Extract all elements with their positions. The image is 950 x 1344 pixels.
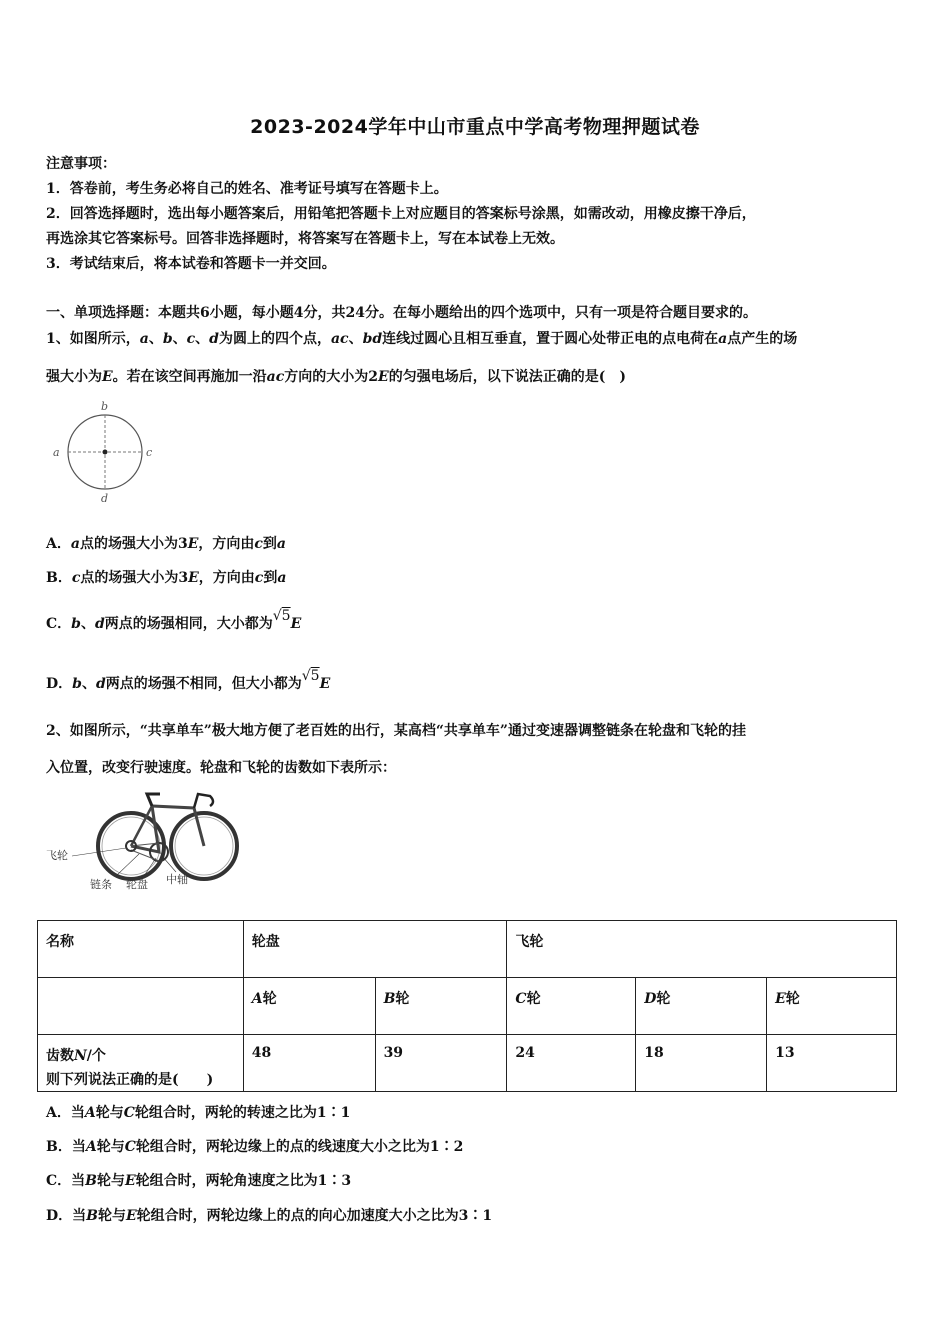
label-a: a (53, 446, 60, 459)
notice-item-3: 3．考试结束后，将本试卷和答题卡一并交回。 (46, 256, 336, 272)
notice-item-2b: 再选涂其它答案标号。回答非选择题时，将答案写在答题卡上，写在本试卷上无效。 (46, 231, 564, 247)
notice-heading: 注意事项： (46, 156, 116, 172)
sqrt-5: √5 (272, 608, 291, 624)
table-cell: 飞轮 (507, 921, 897, 978)
label-c: c (146, 446, 153, 459)
table-cell: E轮 (767, 978, 897, 1035)
table-cell (38, 978, 244, 1035)
table-row (38, 921, 897, 978)
q1-option-a: A．a点的场强大小为3E，方向由c到a (46, 536, 286, 552)
table-cell: 39 (375, 1035, 507, 1092)
q1-stem-line2: 强大小为E。若在该空间再施加一沿ac方向的大小为2E的匀强电场后，以下说法正确的是( ) (46, 369, 626, 385)
label-chain: 链条 (90, 878, 112, 891)
center-charge (103, 450, 108, 455)
q2-option-c: C．当B轮与E轮组合时，两轮角速度之比为1∶3 (46, 1173, 352, 1189)
q1-stem-line1: 1、如图所示，a、b、c、d为圆上的四个点，ac、bd连线过圆心且相互垂直，置于圆心处带正电的点电荷在a点产生的场 (46, 331, 798, 347)
table-cell: B轮 (375, 978, 507, 1035)
label-flywheel: 飞轮 (46, 849, 68, 862)
table-cell: 轮盘 (243, 921, 507, 978)
q2-stem-line1: 2、如图所示，“共享单车”极大地方便了老百姓的出行，某高档“共享单车”通过变速器调整链条在轮盘和飞轮的挂 (46, 723, 746, 739)
bicycle-figure (44, 786, 244, 896)
q2-option-d: D．当B轮与E轮组合时，两轮边缘上的点的向心加速度大小之比为3∶1 (46, 1208, 493, 1224)
table-cell: 24 (507, 1035, 636, 1092)
q2-ask: 则下列说法正确的是( ) (46, 1072, 214, 1088)
table-cell: 48 (243, 1035, 375, 1092)
section-heading: 一、单项选择题：本题共6小题，每小题4分，共24分。在每小题给出的四个选项中，只有一项是符合题目要求的。 (46, 305, 757, 321)
table-cell: C轮 (507, 978, 636, 1035)
q1-option-d: D．b、d两点的场强不相同，但大小都为√5E (46, 668, 331, 692)
q2-option-b: B．当A轮与C轮组合时，两轮边缘上的点的线速度大小之比为1∶2 (46, 1139, 464, 1155)
table-cell: 18 (636, 1035, 767, 1092)
sqrt-5: √5 (301, 668, 320, 684)
notice-item-1: 1．答卷前，考生务必将自己的姓名、准考证号填写在答题卡上。 (46, 181, 448, 197)
table-row (38, 978, 897, 1035)
circle-diagram (50, 398, 160, 508)
q2-stem-line2: 入位置，改变行驶速度。轮盘和飞轮的齿数如下表所示： (46, 760, 396, 776)
saddle (147, 794, 160, 806)
label-d: d (101, 492, 109, 505)
handlebar (194, 794, 213, 808)
table-cell: D轮 (636, 978, 767, 1035)
table-cell: 齿数N/个 (38, 1035, 244, 1092)
label-axle: 中轴 (166, 873, 188, 886)
table-cell: 名称 (38, 921, 244, 978)
table-cell: 13 (767, 1035, 897, 1092)
q1-option-b: B．c点的场强大小为3E，方向由c到a (46, 570, 287, 586)
q1-option-c: C．b、d两点的场强相同，大小都为√5E (46, 608, 302, 632)
label-b: b (101, 400, 109, 413)
notice-item-2a: 2．回答选择题时，选出每小题答案后，用铅笔把答题卡上对应题目的答案标号涂黑，如需改动，用橡皮擦干净后， (46, 206, 756, 222)
q2-option-a: A．当A轮与C轮组合时，两轮的转速之比为1∶1 (46, 1105, 351, 1121)
page-title: 2023-2024学年中山市重点中学高考物理押题试卷 (250, 116, 700, 138)
table-cell: A轮 (243, 978, 375, 1035)
label-chainring: 轮盘 (126, 878, 148, 891)
teeth-table (37, 920, 897, 1092)
